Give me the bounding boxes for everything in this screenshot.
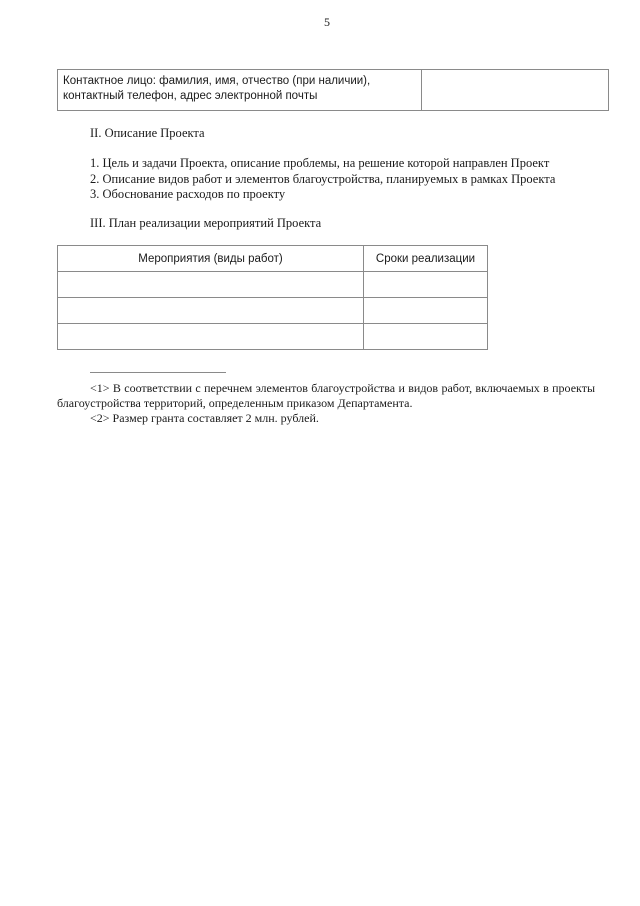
section-2-heading: II. Описание Проекта bbox=[90, 126, 205, 140]
plan-table bbox=[57, 245, 488, 350]
table-row bbox=[58, 324, 488, 350]
contact-label-line-1: Контактное лицо: фамилия, имя, отчество (при наличии), bbox=[63, 75, 371, 87]
table-cell bbox=[58, 272, 364, 298]
footnote-1: <1> В соответствии с перечнем элементов благоустройства и видов работ, включаемых в проекты благоустройства территорий, определенным приказом Департамента. bbox=[57, 381, 595, 410]
footnote-2: <2> Размер гранта составляет 2 млн. рублей. bbox=[90, 411, 319, 425]
table-cell bbox=[364, 272, 488, 298]
column-header-activities: Мероприятия (виды работ) bbox=[58, 246, 364, 272]
footnote-separator bbox=[90, 372, 226, 373]
table-cell bbox=[364, 298, 488, 324]
table-row bbox=[58, 298, 488, 324]
column-header-deadlines: Сроки реализации bbox=[364, 246, 488, 272]
table-cell bbox=[58, 324, 364, 350]
section-3-heading: III. План реализации мероприятий Проекта bbox=[90, 216, 322, 230]
contact-label-cell bbox=[58, 70, 422, 111]
table-row bbox=[58, 272, 488, 298]
table-cell bbox=[364, 324, 488, 350]
section-2-item-3: 3. Обоснование расходов по проекту bbox=[90, 187, 286, 201]
contact-label-line-2: контактный телефон, адрес электронной почты bbox=[63, 90, 318, 102]
table-row bbox=[58, 70, 609, 111]
contact-value-cell bbox=[422, 70, 609, 111]
section-2-item-1: 1. Цель и задачи Проекта, описание проблемы, на решение которой направлен Проект bbox=[90, 156, 550, 170]
table-cell bbox=[58, 298, 364, 324]
section-2-item-2: 2. Описание видов работ и элементов благоустройства, планируемых в рамках Проекта bbox=[90, 172, 556, 186]
table-header-row bbox=[58, 246, 488, 272]
contact-info-table bbox=[57, 69, 609, 111]
page-number: 5 bbox=[324, 15, 330, 29]
